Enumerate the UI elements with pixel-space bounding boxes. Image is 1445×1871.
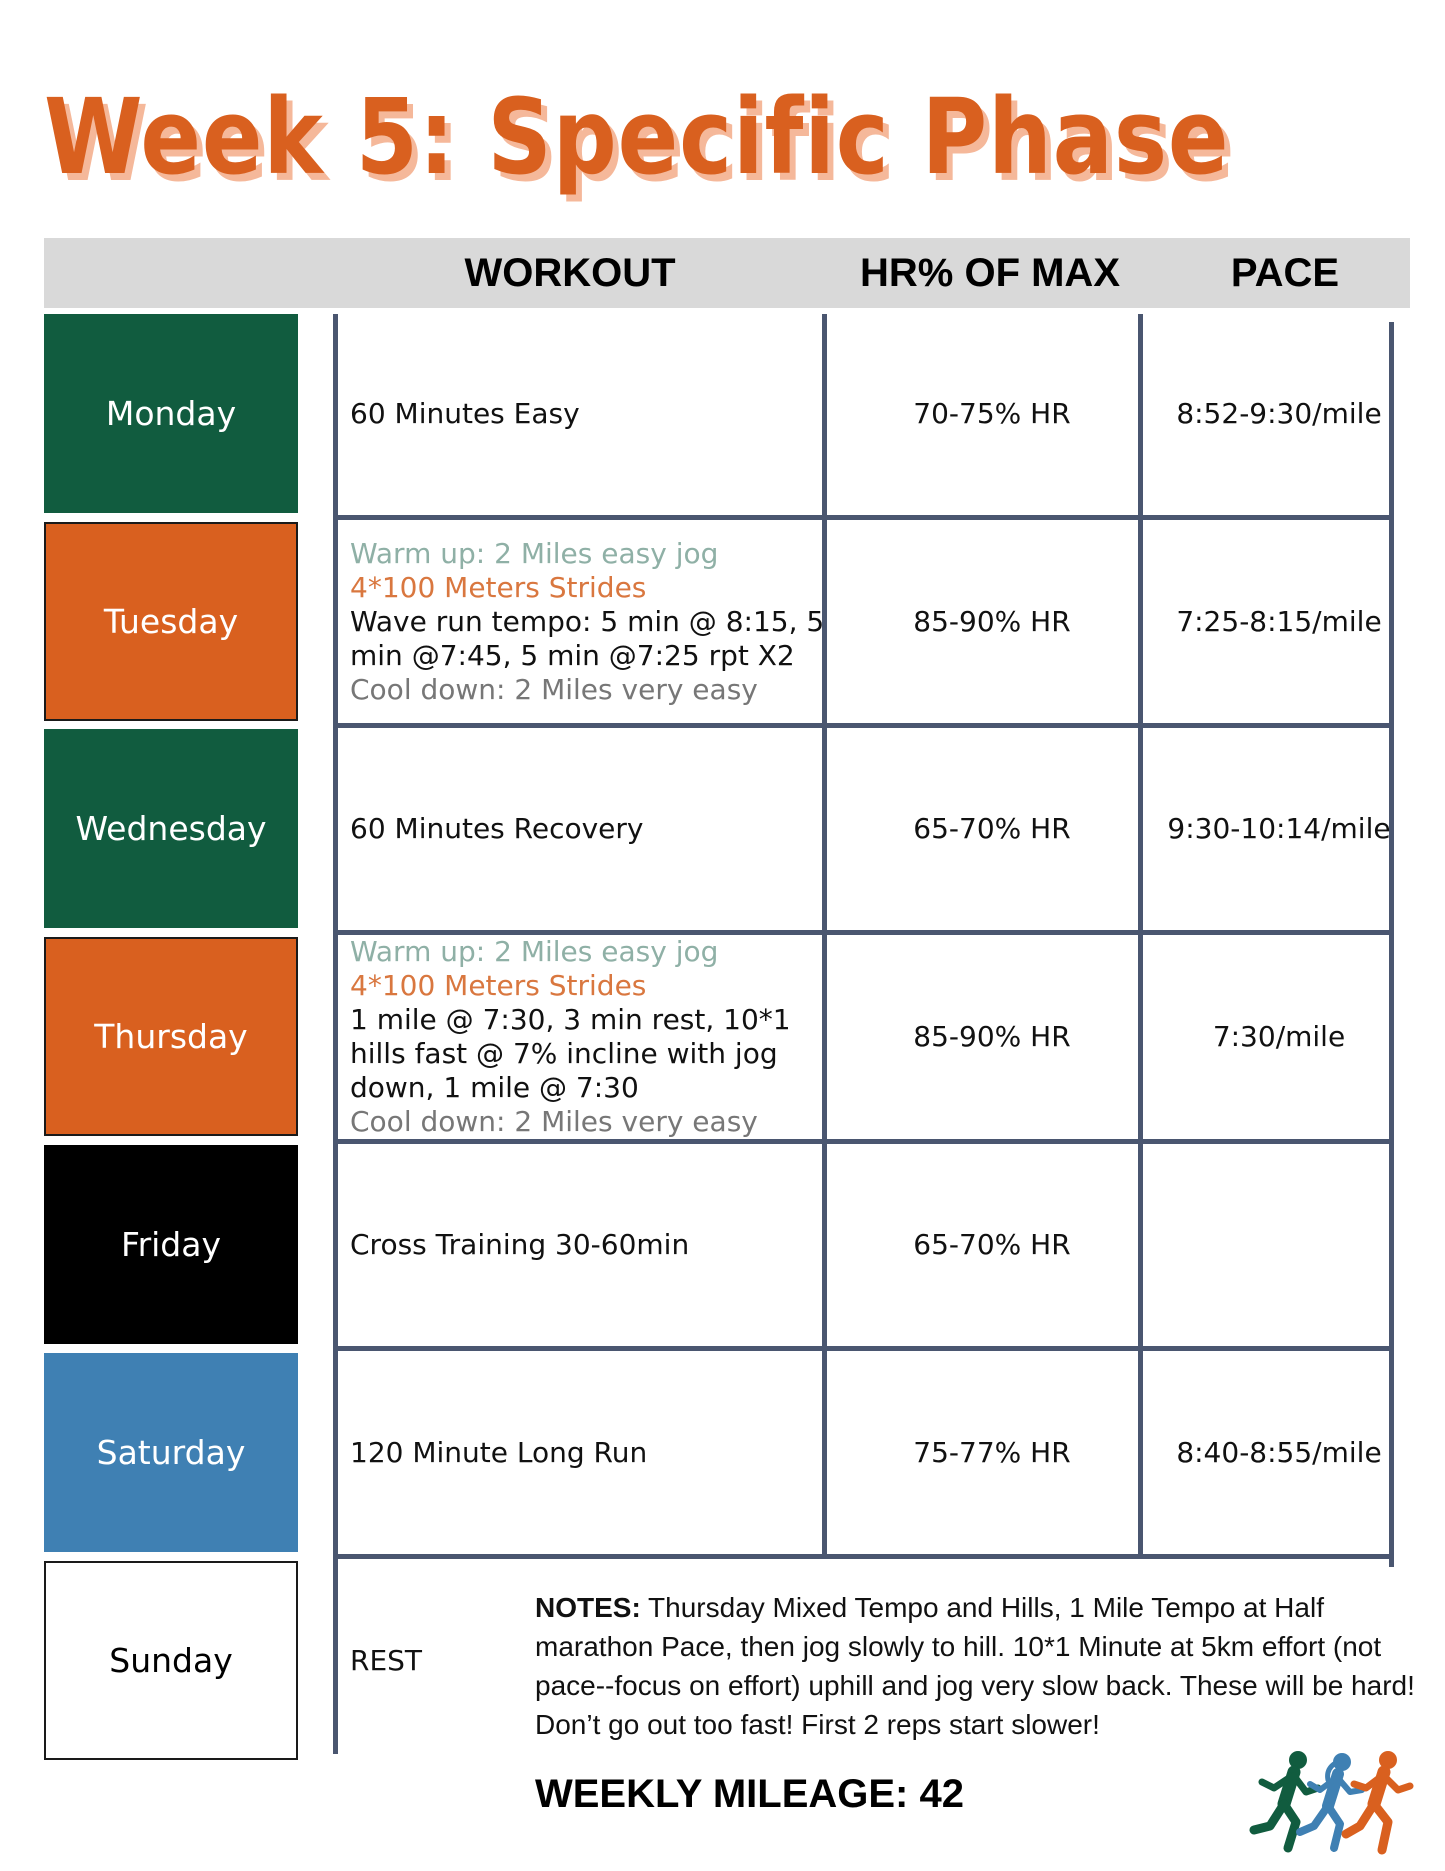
day-wednesday: Wednesday: [44, 729, 298, 928]
day-tuesday: Tuesday: [44, 522, 298, 721]
header-pace: PACE: [1230, 251, 1340, 295]
page-title: Week 5: Specific Phase: [44, 76, 1230, 198]
notes: [535, 1588, 1415, 1744]
wednesday-pace: 9:30-10:14/mile: [1167, 811, 1391, 845]
day-monday: Monday: [44, 314, 298, 513]
day-thursday: Thursday: [44, 937, 298, 1136]
tuesday-pace: 7:25-8:15/mile: [1176, 604, 1382, 638]
grid-line-row-5: [338, 1346, 1389, 1351]
thursday-workout: [350, 937, 828, 1137]
day-saturday: Saturday: [44, 1353, 298, 1552]
saturday-workout: 120 Minute Long Run: [350, 1435, 648, 1469]
friday-hr: 65-70% HR: [913, 1227, 1071, 1261]
tuesday-cooldown: Cool down: 2 Miles very easy: [350, 672, 758, 706]
grid-line-row-4: [338, 1139, 1389, 1144]
grid-line-row-2: [338, 723, 1389, 728]
thursday-strides: 4*100 Meters Strides: [350, 969, 647, 1002]
sunday-workout: REST: [350, 1643, 423, 1677]
day-friday: Friday: [44, 1145, 298, 1344]
tuesday-hr: 85-90% HR: [913, 604, 1071, 638]
saturday-pace: 8:40-8:55/mile: [1176, 1435, 1382, 1469]
thursday-main-set: 1 mile @ 7:30, 3 min rest, 10*1 hills fast @ 7% incline with jog down, 1 mile @ 7:30: [350, 1003, 791, 1104]
friday-pace: [1155, 1145, 1403, 1344]
wednesday-workout: 60 Minutes Recovery: [350, 811, 644, 845]
wednesday-hr: 65-70% HR: [913, 811, 1071, 845]
thursday-pace: 7:30/mile: [1212, 1019, 1346, 1053]
grid-line-row-6: [338, 1554, 1394, 1559]
monday-hr: 70-75% HR: [913, 396, 1071, 430]
monday-pace: 8:52-9:30/mile: [1176, 396, 1382, 430]
runners-icon: [1248, 1748, 1418, 1856]
day-sunday: Sunday: [44, 1561, 298, 1760]
notes-text: Thursday Mixed Tempo and Hills, 1 Mile Tempo at Half marathon Pace, then jog slowly to hill. 10*1 Minute at 5km effort (not pace--focus on effort) uphill and jog very slow back. These will be hard! Don’t go out too fast! First 2 reps start slower!: [535, 1592, 1415, 1740]
tuesday-workout: [350, 522, 828, 721]
tuesday-warmup: Warm up: 2 Miles easy jog: [350, 536, 719, 570]
monday-workout: 60 Minutes Easy: [350, 396, 580, 430]
tuesday-main-set: Wave run tempo: 5 min @ 8:15, 5 min @7:45, 5 min @7:25 rpt X2: [350, 604, 825, 672]
thursday-hr: 85-90% HR: [913, 1019, 1071, 1053]
saturday-hr: 75-77% HR: [913, 1435, 1071, 1469]
grid-line-row-1: [338, 515, 1389, 520]
thursday-warmup: Warm up: 2 Miles easy jog: [350, 935, 719, 968]
notes-label: NOTES:: [535, 1592, 641, 1623]
grid-line-left: [333, 314, 338, 1754]
friday-workout: Cross Training 30-60min: [350, 1227, 690, 1261]
tuesday-strides: 4*100 Meters Strides: [350, 570, 647, 604]
header-hr: HR% OF MAX: [860, 251, 1120, 295]
weekly-mileage: WEEKLY MILEAGE: 42: [535, 1772, 964, 1816]
thursday-cooldown: Cool down: 2 Miles very easy: [350, 1105, 758, 1138]
header-workout: WORKOUT: [464, 251, 676, 295]
